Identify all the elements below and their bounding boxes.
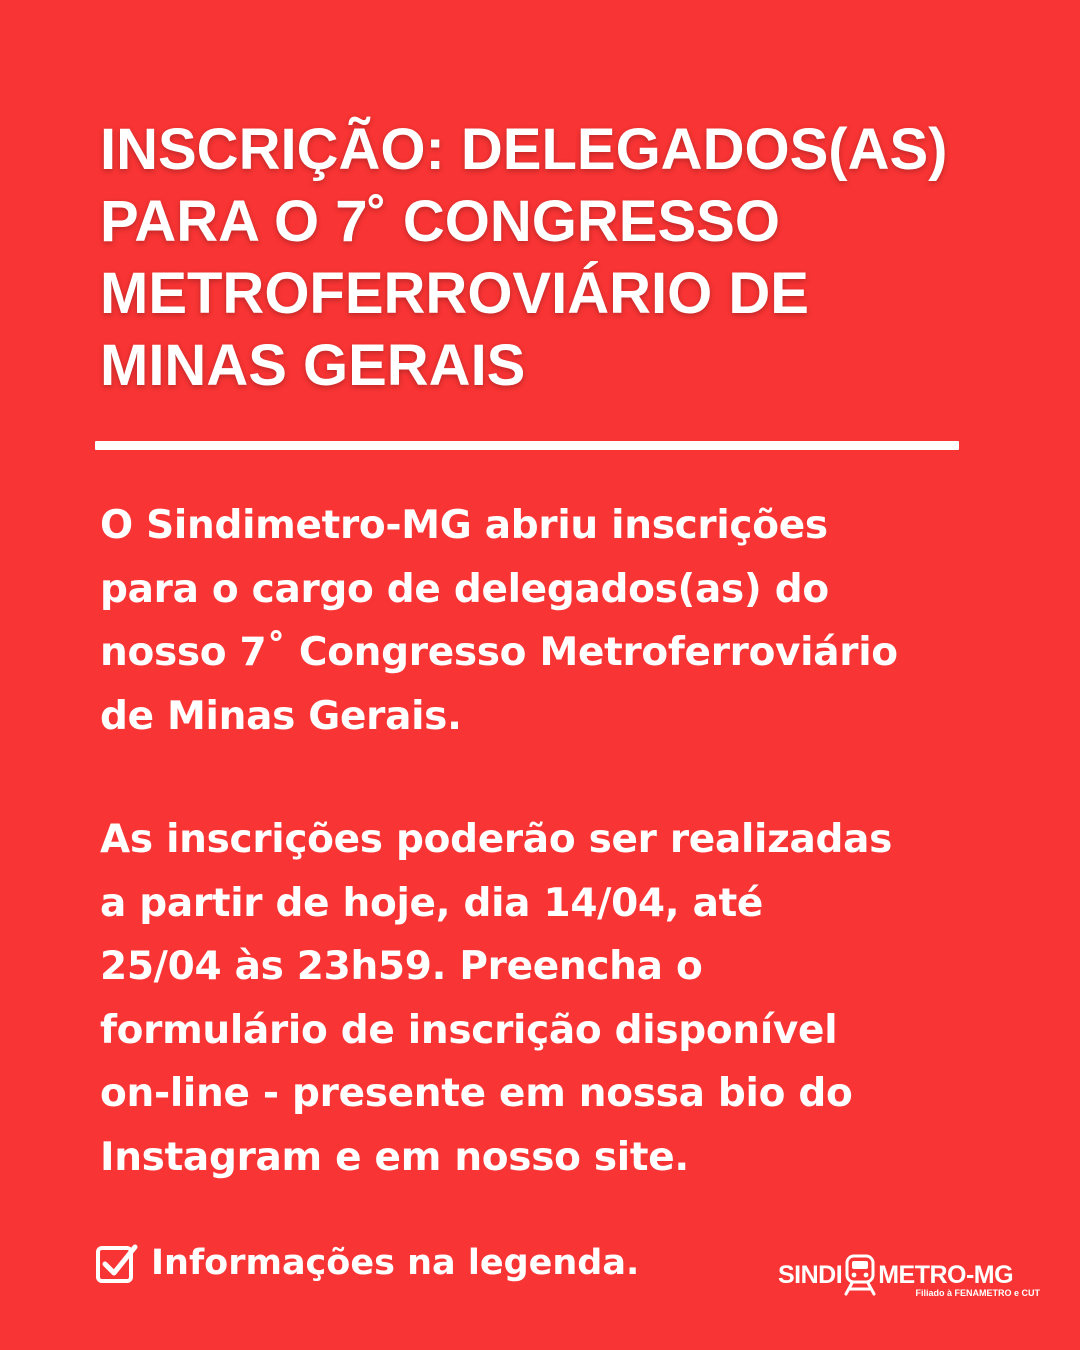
logo-tagline: Filiado à FENAMETRO e CUT (915, 1288, 1040, 1298)
paragraph-line: a partir de hoje, dia 14/04, até (100, 880, 764, 926)
checkbox-check-icon (95, 1241, 139, 1285)
footer-note-text: Informações na legenda. (151, 1243, 640, 1283)
paragraph-line: on-line - presente em nossa bio do (100, 1071, 853, 1116)
headline (100, 114, 1000, 402)
divider (95, 441, 959, 450)
paragraph-line: para o cargo de delegados(as) do (100, 566, 829, 612)
headline-line: MINAS GERAIS (100, 333, 526, 398)
paragraph-line: de Minas Gerais. (100, 693, 462, 739)
paragraph-line: 25/04 às 23h59. Preencha o (100, 944, 703, 989)
train-icon (843, 1254, 877, 1296)
headline-line: INSCRIÇÃO: DELEGADOS(AS) (100, 117, 948, 182)
paragraph-line: O Sindimetro-MG abriu inscrições (100, 503, 828, 548)
headline-line: PARA O 7˚ CONGRESSO (100, 189, 780, 254)
paragraph-line: formulário de inscrição disponível (100, 1007, 838, 1053)
logo-left-text: SINDI (778, 1260, 843, 1289)
paragraph-line: Instagram e em nosso site. (100, 1134, 689, 1180)
paragraph-line: As inscrições poderão ser realizadas (100, 817, 893, 862)
sindimetro-logo (778, 1254, 1048, 1304)
details-paragraph (100, 808, 1010, 1189)
paragraph-line: nosso 7˚ Congresso Metroferroviário (100, 630, 898, 675)
footer-note (95, 1238, 639, 1288)
logo-right-text: METRO-MG (878, 1260, 1014, 1289)
intro-paragraph (100, 494, 1010, 748)
headline-line: METROFERROVIÁRIO DE (100, 261, 809, 326)
